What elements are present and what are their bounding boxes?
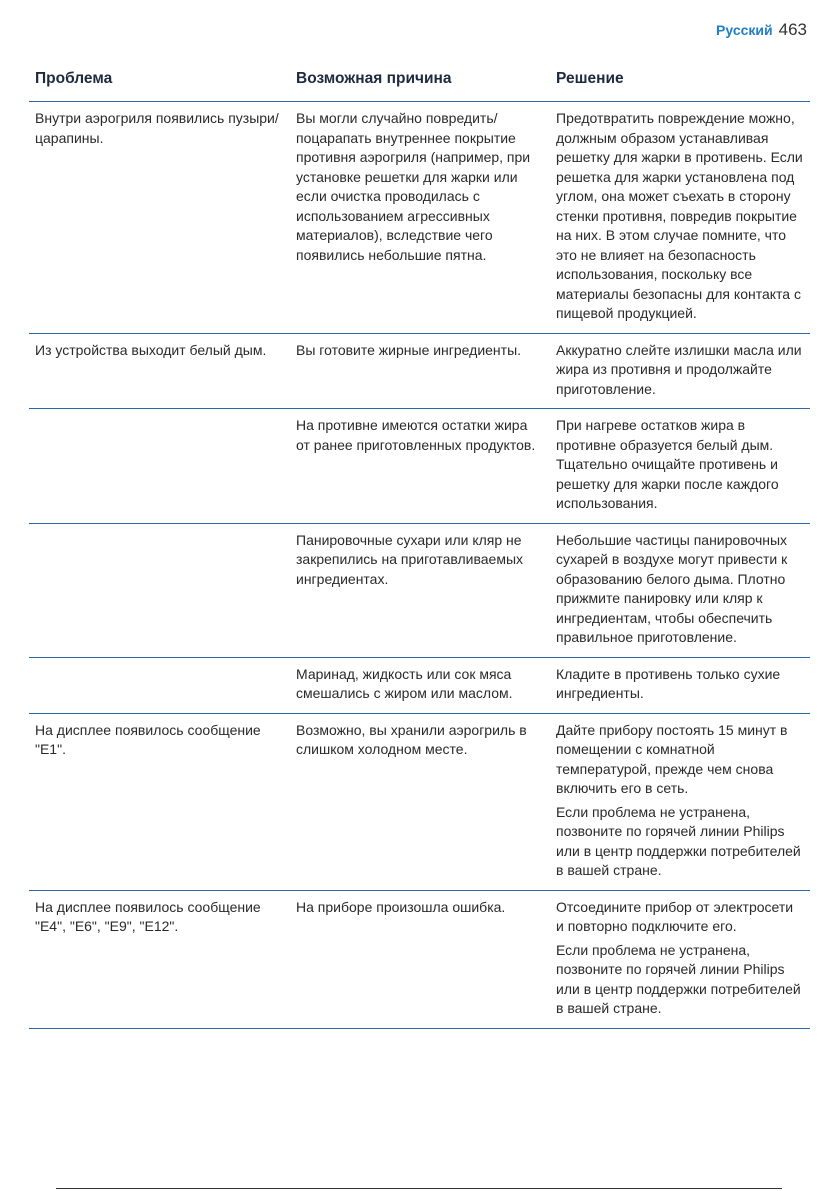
cell-problem: На дисплее появилось сообщение "E4", "E6", "E9", "E12".	[29, 890, 290, 1028]
column-header-cause: Возможная причина	[290, 64, 550, 102]
cell-cause: Маринад, жидкость или сок мяса смешались с жиром или маслом.	[290, 657, 550, 713]
cell-problem: На дисплее появилось сообщение "E1".	[29, 713, 290, 890]
table-row	[29, 102, 810, 334]
cell-solution	[550, 333, 810, 409]
cell-solution	[550, 523, 810, 657]
cell-cause: Возможно, вы хранили аэрогриль в слишком холодном месте.	[290, 713, 550, 890]
cell-solution	[550, 890, 810, 1028]
table-row	[29, 713, 810, 890]
solution-paragraph: Предотвратить повреждение можно, должным образом устанавливая решетку для жарки в противень. Если решетка для жарки установлена под углом, она может съехать в сторону стенки противня, повредив покрытие на них. В этом случае помните, что это не влияет на безопасность использования, поскольку все материалы безопасны для контакта с пищевой продукцией.	[556, 110, 803, 321]
page-header	[716, 20, 807, 40]
table-row	[29, 523, 810, 657]
cell-problem	[29, 523, 290, 657]
cell-cause: Вы готовите жирные ингредиенты.	[290, 333, 550, 409]
cell-cause: На приборе произошла ошибка.	[290, 890, 550, 1028]
solution-paragraph: Если проблема не устранена, позвоните по горячей линии Philips или в центр поддержки потребителей в вашей стране.	[556, 803, 801, 878]
cell-solution	[550, 713, 810, 890]
solution-paragraph: Кладите в противень только сухие ингредиенты.	[556, 665, 781, 701]
solution-paragraph: Аккуратно слейте излишки масла или жира из противня и продолжайте приготовление.	[556, 341, 802, 397]
table-row	[29, 890, 810, 1028]
cell-cause: На противне имеются остатки жира от ранее приготовленных продуктов.	[290, 409, 550, 524]
column-header-problem: Проблема	[29, 64, 290, 102]
solution-paragraph: Если проблема не устранена, позвоните по горячей линии Philips или в центр поддержки потребителей в вашей стране.	[556, 941, 801, 1016]
solution-paragraph: Отсоедините прибор от электросети и повторно подключите его.	[556, 898, 794, 934]
column-header-solution: Решение	[550, 64, 810, 102]
solution-paragraph: При нагреве остатков жира в противне образуется белый дым. Тщательно очищайте противень и решетку для жарки после каждого использования.	[556, 417, 779, 511]
table-header-row	[29, 64, 810, 102]
solution-paragraph: Дайте прибору постоять 15 минут в помещении с комнатной температурой, прежде чем снова включить его в сеть.	[556, 721, 788, 796]
cell-problem	[29, 409, 290, 524]
solution-paragraph: Небольшие частицы панировочных сухарей в воздухе могут привести к образованию белого дыма. Плотно прижмите панировку или кляр к ингредиентам, чтобы обеспечить правильное приготовление.	[556, 531, 788, 645]
language-label: Русский	[716, 22, 773, 38]
table-row	[29, 333, 810, 409]
cell-solution	[550, 409, 810, 524]
table-body	[29, 102, 810, 1029]
cell-cause: Панировочные сухари или кляр не закрепились на приготавливаемых ингредиентах.	[290, 523, 550, 657]
cell-problem	[29, 657, 290, 713]
cell-problem: Внутри аэрогриля появились пузыри/царапины.	[29, 102, 290, 334]
cell-cause: Вы могли случайно повредить/поцарапать внутреннее покрытие противня аэрогриля (например, при установке решетки для жарки или если очистка проводилась с использованием агрессивных материалов), вследствие чего появились небольшие пятна.	[290, 102, 550, 334]
troubleshooting-table	[29, 64, 810, 1029]
footer-rule	[56, 1188, 782, 1189]
cell-problem: Из устройства выходит белый дым.	[29, 333, 290, 409]
table-row	[29, 409, 810, 524]
cell-solution	[550, 102, 810, 334]
page-number: 463	[778, 20, 807, 39]
cell-solution	[550, 657, 810, 713]
table-row	[29, 657, 810, 713]
